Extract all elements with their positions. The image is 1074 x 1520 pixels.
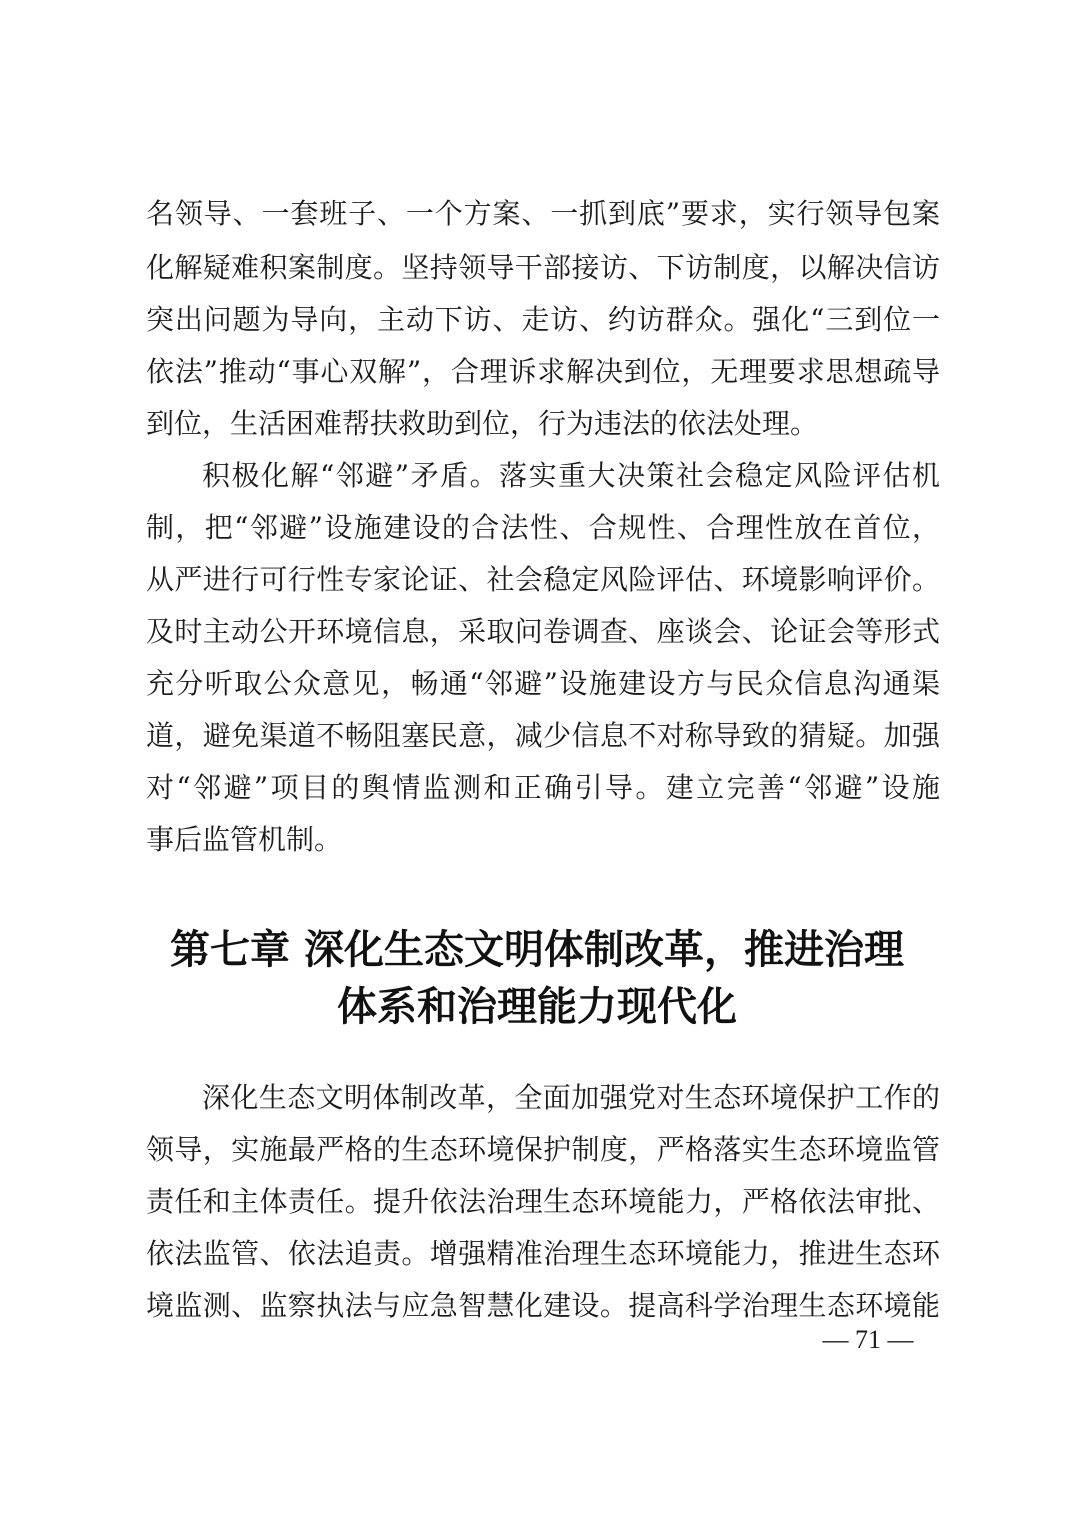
text-line: 及时主动公开环境信息，采取问卷调查、座谈会、论证会等形式 — [146, 615, 940, 648]
text-line: 名领导、一套班子、一个方案、一抓到底”要求，实行领导包案 — [146, 197, 940, 230]
text-line: 化解疑难积案制度。坚持领导干部接访、下访制度，以解决信访 — [146, 251, 940, 284]
text-line: 从严进行可行性专家论证、社会稳定风险评估、环境影响评价。 — [146, 563, 940, 596]
text-line: 制，把“邻避”设施建设的合法性、合规性、合理性放在首位， — [146, 511, 940, 544]
text-line: 道，避免渠道不畅阻塞民意，减少信息不对称导致的猜疑。加强 — [146, 719, 940, 752]
text-line: 充分听取公众意见，畅通“邻避”设施建设方与民众信息沟通渠 — [146, 667, 940, 700]
text-line: 深化生态文明体制改革，全面加强党对生态环境保护工作的 — [202, 1081, 940, 1114]
text-line: 依法”推动“事心双解”，合理诉求解决到位，无理要求思想疏导 — [146, 355, 940, 388]
text-line: 依法监管、依法追责。增强精准治理生态环境能力，推进生态环 — [146, 1237, 940, 1270]
text-line: 对“邻避”项目的舆情监测和正确引导。建立完善“邻避”设施 — [146, 771, 940, 804]
text-line: 责任和主体责任。提升依法治理生态环境能力，严格依法审批、 — [146, 1185, 940, 1218]
page-number: — 71 — — [822, 1325, 914, 1354]
chapter-title-line: 第七章 深化生态文明体制改革，推进治理 — [170, 926, 904, 973]
text-line: 事后监管机制。 — [146, 823, 343, 856]
chapter-title-line: 体系和治理能力现代化 — [337, 983, 737, 1030]
text-line: 领导，实施最严格的生态环境保护制度，严格落实生态环境监管 — [146, 1133, 940, 1166]
text-line: 积极化解“邻避”矛盾。落实重大决策社会稳定风险评估机 — [202, 459, 940, 492]
text-line: 境监测、监察执法与应急智慧化建设。提高科学治理生态环境能 — [146, 1289, 940, 1322]
text-line: 到位，生活困难帮扶救助到位，行为违法的依法处理。 — [146, 407, 819, 440]
text-line: 突出问题为导向，主动下访、走访、约访群众。强化“三到位一 — [146, 303, 940, 336]
